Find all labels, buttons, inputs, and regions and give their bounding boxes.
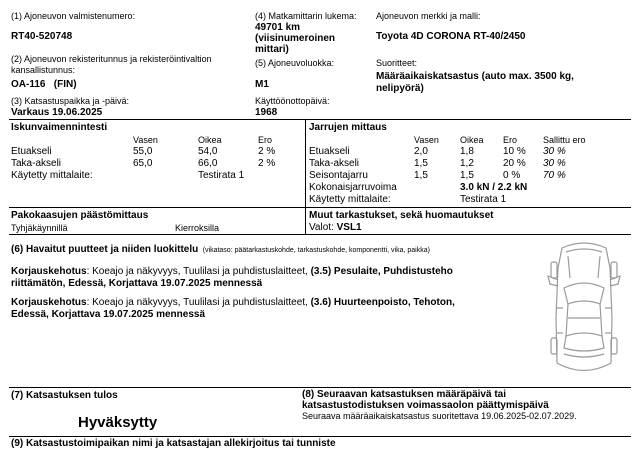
next-title <box>302 389 549 411</box>
next-title-2: katsastustodistuksen voimassaolon päättymispäivä <box>302 400 549 411</box>
performed-value-2: nelipyörä) <box>376 83 424 94</box>
shock-device-label: Käytetty mittalaite: <box>11 170 93 181</box>
shock-row-front-label: Etuakseli <box>11 146 52 157</box>
result-value: Hyväksytty <box>78 414 158 431</box>
shock-row-front-diff: 2 % <box>258 146 276 157</box>
brakes-title: Jarrujen mittaus <box>309 122 387 133</box>
divider-footer <box>9 436 631 437</box>
place-label: (3) Katsastuspaikka ja -päivä: <box>11 96 130 106</box>
shock-row-front-right: 54,0 <box>198 146 218 157</box>
brakes-device-value: Testirata 1 <box>460 194 507 205</box>
defect-2-bold1: (3.6) Huurteenpoisto, Tehoton, <box>310 297 455 308</box>
brakes-header-left: Vasen <box>414 135 439 145</box>
divider-emissions <box>9 207 631 208</box>
shock-row-rear-label: Taka-akseli <box>11 158 62 169</box>
brakes-row-front-label: Etuakseli <box>309 146 350 157</box>
brakes-row-rear-right: 1,2 <box>460 158 474 169</box>
defect-2-text: : Koeajo ja näkyvyys, Tuulilasi ja puhdistuslaitteet, <box>86 297 311 308</box>
next-title-1: (8) Seuraavan katsastuksen määräpäivä tai <box>302 389 506 400</box>
emissions-title: Pakokaasujen päästömittaus <box>11 210 149 221</box>
shock-row-rear-diff: 2 % <box>258 158 276 169</box>
performed-value-1: Määräaikaiskatsastus (auto max. 3500 kg, <box>376 71 574 82</box>
defect-2-kehotus: Korjauskehotus <box>11 297 87 308</box>
brakes-header-diff: Ero <box>503 135 518 145</box>
brakes-row-front-right: 1,8 <box>460 146 474 157</box>
defects-title: (6) Havaitut puutteet ja niiden luokittelu <box>11 244 199 255</box>
brakes-row-front-diff: 10 % <box>503 146 526 157</box>
other-lights-label: Valot: <box>309 222 337 233</box>
shock-row-front-left: 55,0 <box>133 146 153 157</box>
class-value: M1 <box>255 79 269 90</box>
brakes-row-parking-allowed: 70 % <box>543 170 566 181</box>
make-label: Ajoneuvon merkki ja malli: <box>376 11 481 21</box>
reg-label-1: (2) Ajoneuvon rekisteritunnus ja rekisteröintivaltion <box>11 54 212 64</box>
result-title: (7) Katsastuksen tulos <box>11 390 118 401</box>
footer-text: (9) Katsastustoimipaikan nimi ja katsastajan allekirjoitus tai tunniste <box>11 438 336 449</box>
reg-label-2: kansallistunnus: <box>11 65 76 75</box>
divider-mid <box>305 119 306 234</box>
shock-header-left: Vasen <box>133 135 158 145</box>
other-title: Muut tarkastukset, sekä huomautukset <box>309 210 494 221</box>
odometer-note-1: (viisinumeroinen <box>255 33 336 44</box>
odometer-note-2: mittari) <box>255 44 289 55</box>
shock-header-diff: Ero <box>258 135 273 145</box>
performed-value <box>376 71 574 95</box>
intro-label: Käyttöönottopäivä: <box>255 96 330 106</box>
reg-value: OA-116 (FIN) <box>11 79 77 90</box>
brakes-row-parking-diff: 0 % <box>503 170 521 181</box>
next-value: Seuraava määräaikaiskatsastus suoritettava 19.06.2025-02.07.2029. <box>302 411 577 421</box>
defects-heading <box>11 239 430 257</box>
defect-1-text: : Koeajo ja näkyvyys, Tuulilasi ja puhdistuslaitteet, <box>86 266 311 277</box>
shock-row-rear-right: 66,0 <box>198 158 218 169</box>
shock-header-right: Oikea <box>198 135 222 145</box>
brakes-row-rear-allowed: 30 % <box>543 158 566 169</box>
brakes-header-allowed: Sallittu ero <box>543 135 586 145</box>
defect-item-1 <box>11 266 531 290</box>
brakes-row-parking-right: 1,5 <box>460 170 474 181</box>
other-lights <box>309 222 362 234</box>
brakes-total-label: Kokonaisjarruvoima <box>309 182 397 193</box>
divider-result <box>9 387 631 388</box>
defects-subtitle: (vikataso: päätarkastuskohde, tarkastuskohde, komponentti, vika, paikka) <box>202 247 430 254</box>
odometer-value <box>255 22 335 55</box>
brakes-device-label: Käytetty mittalaite: <box>309 194 391 205</box>
intro-value: 1968 <box>255 107 278 118</box>
place-value: Varkaus 19.06.2025 <box>11 107 103 118</box>
other-lights-value: VSL1 <box>336 222 362 233</box>
brakes-row-front-left: 2,0 <box>414 146 428 157</box>
brakes-row-front-allowed: 30 % <box>543 146 566 157</box>
brakes-row-parking-left: 1,5 <box>414 170 428 181</box>
divider-top <box>9 119 631 120</box>
vin-label: (1) Ajoneuvon valmistenumero: <box>11 11 136 21</box>
defect-item-2 <box>11 297 531 321</box>
brakes-row-rear-label: Taka-akseli <box>309 158 360 169</box>
divider-defects <box>9 234 631 235</box>
defect-2-bold2: Edessä, Korjattava 19.07.2025 mennessä <box>11 309 206 320</box>
reg-label <box>11 54 212 76</box>
performed-label: Suoritteet: <box>376 58 418 68</box>
defect-1-bold1: (3.5) Pesulaite, Puhdistusteho <box>310 266 453 277</box>
brakes-row-parking-label: Seisontajarru <box>309 170 368 181</box>
shock-title: Iskunvaimennintesti <box>11 122 108 133</box>
make-value: Toyota 4D CORONA RT-40/2450 <box>376 31 526 42</box>
car-top-view-icon <box>538 238 630 388</box>
brakes-row-rear-diff: 20 % <box>503 158 526 169</box>
emissions-rpm-label: Kierroksilla <box>175 223 220 233</box>
emissions-idle-label: Tyhjäkäynnillä <box>11 223 68 233</box>
shock-device-value: Testirata 1 <box>198 170 245 181</box>
defect-1-bold2: riittämätön, Edessä, Korjattava 19.07.2025 mennessä <box>11 278 263 289</box>
odometer-reading: 49701 km <box>255 22 301 33</box>
defect-1-kehotus: Korjauskehotus <box>11 266 87 277</box>
odometer-label: (4) Matkamittarin lukema: <box>255 11 357 21</box>
brakes-header-right: Oikea <box>460 135 484 145</box>
vin-value: RT40-520748 <box>11 31 73 42</box>
brakes-row-rear-left: 1,5 <box>414 158 428 169</box>
shock-row-rear-left: 65,0 <box>133 158 153 169</box>
class-label: (5) Ajoneuvoluokka: <box>255 58 335 68</box>
brakes-total-value: 3.0 kN / 2.2 kN <box>460 182 528 193</box>
